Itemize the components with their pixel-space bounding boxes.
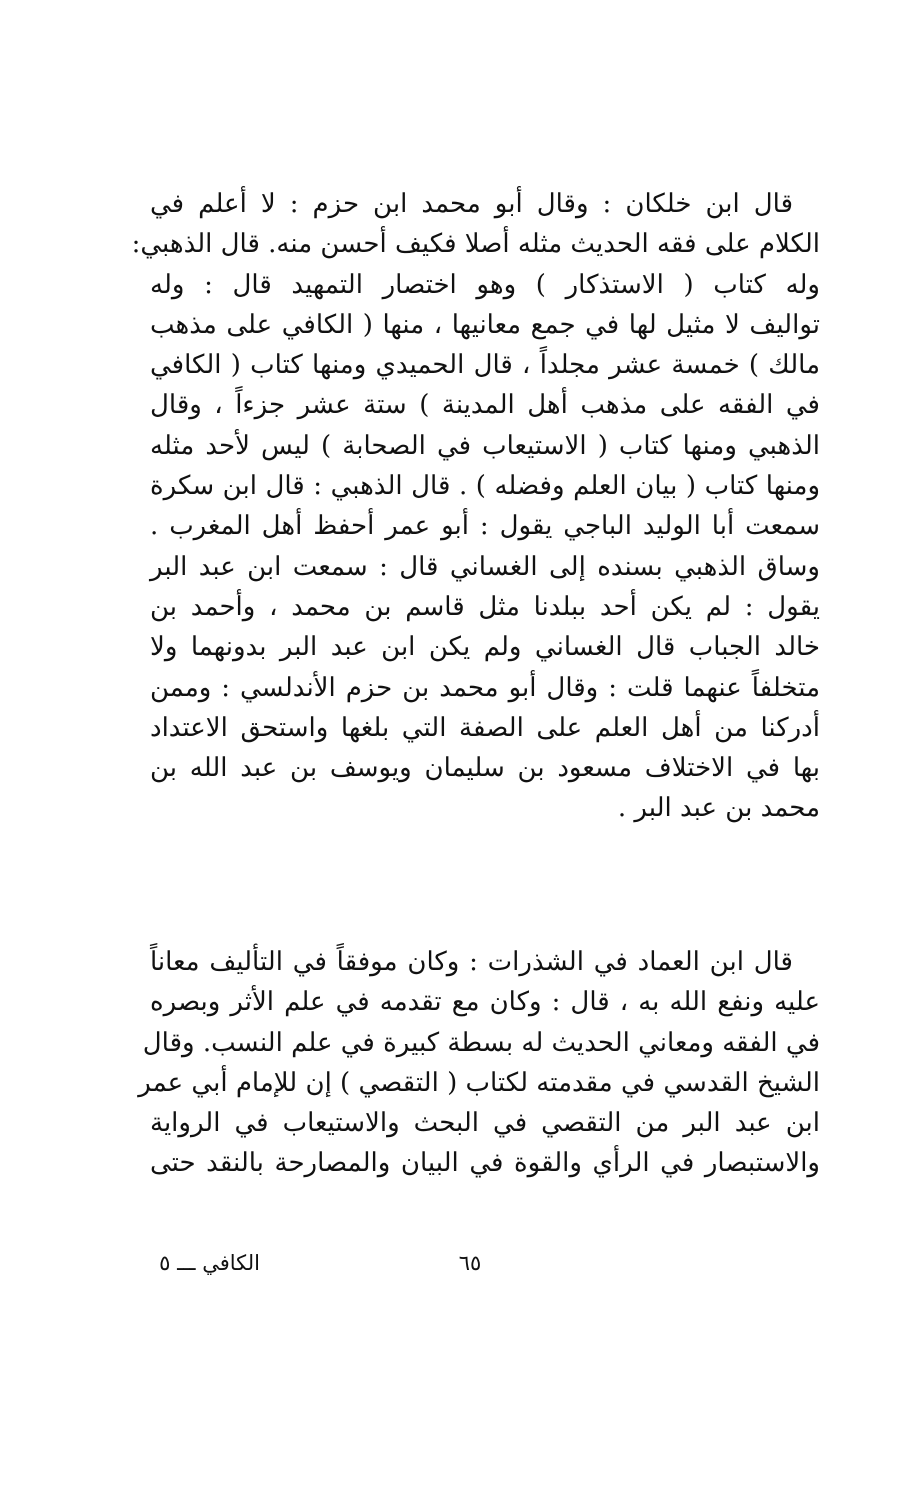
- text-line: خالد الجباب قال الغساني ولم يكن ابن عبد البر بدونهما ولا: [150, 632, 820, 663]
- page-number: ٦٥: [458, 1251, 482, 1275]
- paragraph-2: [138, 942, 820, 1184]
- text-line: ومنها كتاب ( بيان العلم وفضله ) . قال الذهبي : قال ابن سكرة: [150, 471, 820, 502]
- text-line: في الفقه على مذهب أهل المدينة ) ستة عشر جزءاً ، وقال: [150, 390, 820, 421]
- text-line: والاستبصار في الرأي والقوة في البيان والمصارحة بالنقد حتى: [150, 1148, 820, 1179]
- text-line: أدركنا من أهل العلم على الصفة التي بلغها واستحق الاعتداد: [150, 712, 820, 743]
- text-line: الكلام على فقه الحديث مثله أصلا فكيف أحسن منه. قال الذهبي:: [131, 229, 820, 260]
- text-line: وساق الذهبي بسنده إلى الغساني قال : سمعت ابن عبد البر: [150, 551, 820, 582]
- text-line: الذهبي ومنها كتاب ( الاستيعاب في الصحابة ) ليس لأحد مثله: [150, 430, 820, 461]
- text-line: سمعت أبا الوليد الباجي يقول : أبو عمر أحفظ أهل المغرب .: [150, 511, 820, 542]
- text-line: يقول : لم يكن أحد ببلدنا مثل قاسم بن محمد ، وأحمد بن: [150, 591, 820, 622]
- text-line: في الفقه ومعاني الحديث له بسطة كبيرة في علم النسب. وقال: [142, 1027, 820, 1058]
- text-line: تواليف لا مثيل لها في جمع معانيها ، منها ( الكافي على مذهب: [150, 309, 820, 340]
- text-line: عليه ونفع الله به ، قال : وكان مع تقدمه في علم الأثر وبصره: [150, 987, 820, 1018]
- text-line: الشيخ القدسي في مقدمته لكتاب ( التقصي ) إن للإمام أبي عمر: [138, 1067, 820, 1098]
- text-line: متخلفاً عنهما قلت : وقال أبو محمد بن حزم الأندلسي : وممن: [150, 672, 820, 703]
- paragraph-1: [131, 184, 820, 829]
- text-line: قال ابن خلكان : وقال أبو محمد ابن حزم : لا أعلم في: [150, 189, 793, 219]
- text-line: وله كتاب ( الاستذكار ) وهو اختصار التمهيد قال : وله: [150, 269, 820, 300]
- signature-mark: الكافي ـــ ٥: [159, 1251, 260, 1275]
- text-line: بها في الاختلاف مسعود بن سليمان ويوسف بن عبد الله بن: [150, 753, 820, 784]
- text-line: مالك ) خمسة عشر مجلداً ، قال الحميدي ومنها كتاب ( الكافي: [150, 350, 820, 381]
- text-line: قال ابن العماد في الشذرات : وكان موفقاً في التأليف معاناً: [150, 947, 793, 977]
- text-line: ابن عبد البر من التقصي في البحث والاستيعاب في الرواية: [150, 1108, 820, 1139]
- text-line: محمد بن عبد البر .: [617, 793, 820, 824]
